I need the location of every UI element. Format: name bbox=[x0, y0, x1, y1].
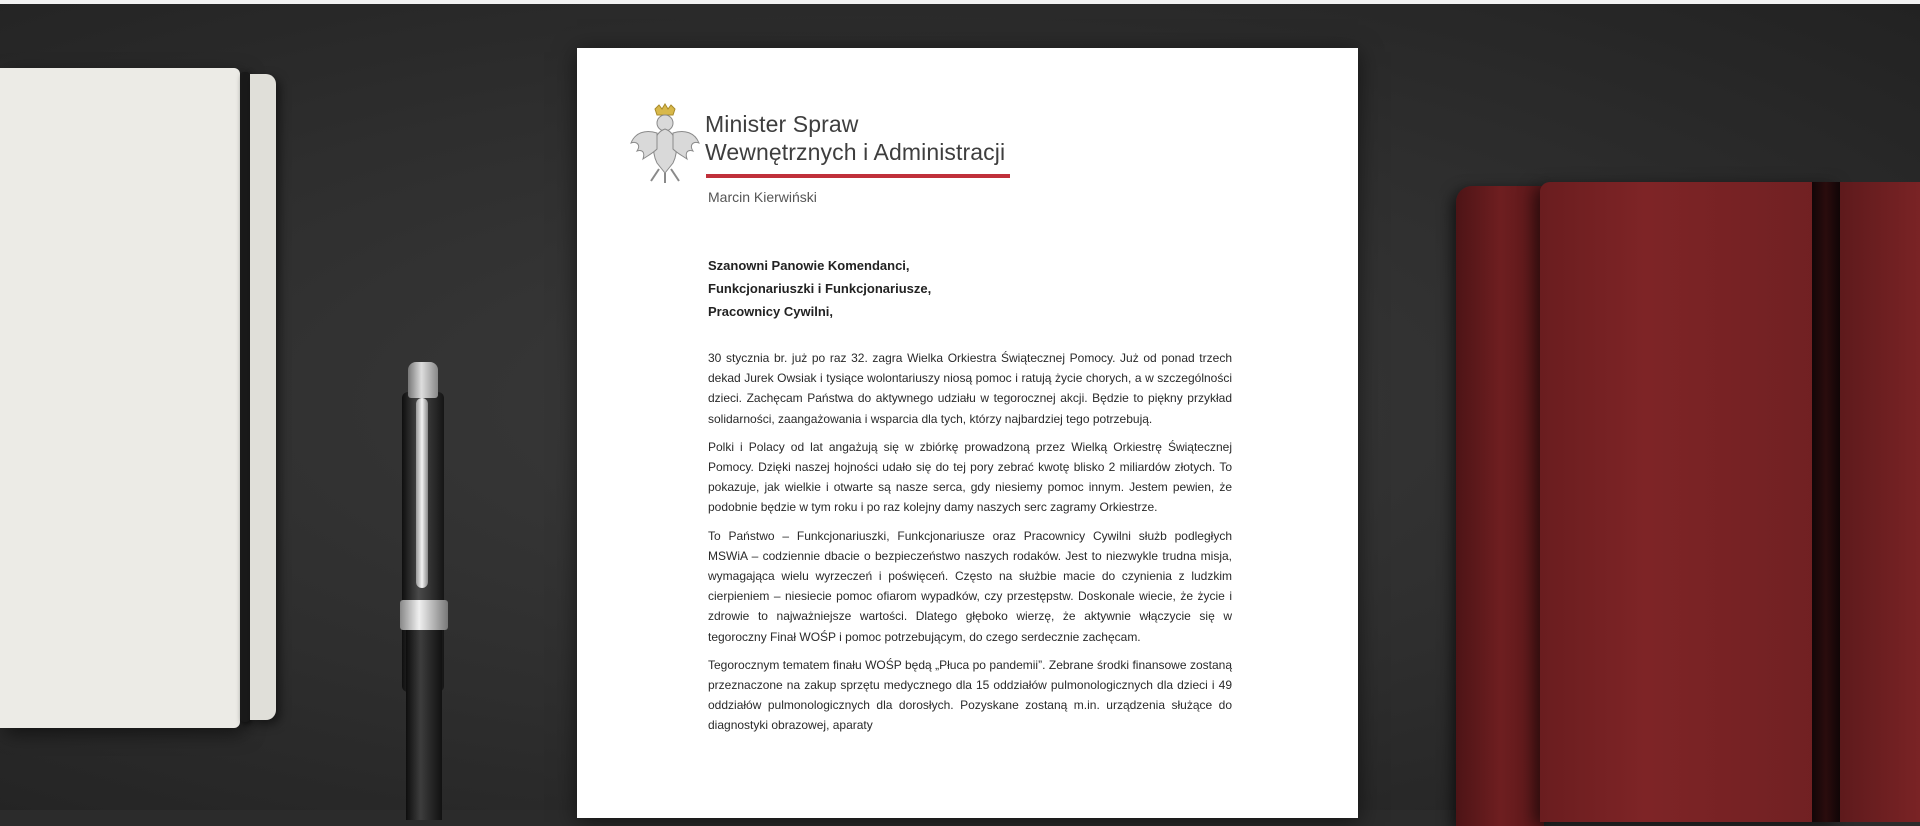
organization-title bbox=[705, 110, 1005, 166]
notebook bbox=[0, 68, 276, 728]
folder-right-edge bbox=[1840, 182, 1920, 822]
salutation-line: Szanowni Panowie Komendanci, bbox=[708, 258, 910, 273]
salutation bbox=[708, 254, 931, 323]
notebook-edge bbox=[250, 74, 276, 720]
polish-eagle-emblem-icon bbox=[629, 103, 701, 185]
header-red-rule bbox=[706, 174, 1010, 178]
notebook-elastic-band bbox=[240, 72, 250, 722]
pen bbox=[400, 362, 448, 812]
organization-title-line2: Wewnętrznych i Administracji bbox=[705, 139, 1006, 165]
notebook-page bbox=[0, 68, 240, 728]
letter-paragraph: Polki i Polacy od lat angażują się w zbiórkę prowadzoną przez Wielką Orkiestrę Świątecznej Pomocy. Dzięki naszej hojności udało się do tej pory zebrać kwotę blisko 2 miliardów złotych. To pokazuje, jak wielkie i otwarte są nasze serca, gdy niesiemy pomoc innym. Jestem pewien, że podobnie będzie w tym roku i po raz kolejny damy naszych serc zagramy Orkiestrze. bbox=[708, 439, 1232, 515]
organization-title-line1: Minister Spraw bbox=[705, 111, 859, 137]
minister-name: Marcin Kierwiński bbox=[708, 189, 817, 205]
top-border bbox=[0, 0, 1920, 4]
folder-front-cover bbox=[1540, 182, 1840, 822]
pen-top bbox=[408, 362, 438, 398]
letter-document bbox=[577, 48, 1358, 818]
folder-band bbox=[1812, 182, 1840, 822]
folder-back-cover bbox=[1456, 186, 1544, 826]
red-folder bbox=[1456, 182, 1920, 822]
letter-paragraph: 30 stycznia br. już po raz 32. zagra Wielka Orkiestra Świątecznej Pomocy. Już od ponad trzech dekad Jurek Owsiak i tysiące wolontariuszy niosą pomoc i ratują życie chorych, a w szczególności dzieci. Zachęcam Państwa do aktywnego udziału w tegorocznej akcji. Będzie to piękny przykład solidarności, zaangażowania i wsparcia dla tych, którzy najbardziej tego potrzebują. bbox=[708, 351, 1232, 426]
pen-body bbox=[406, 630, 442, 820]
letter-paragraph: To Państwo – Funkcjonariuszki, Funkcjonariusze oraz Pracownicy Cywilni służb podległych MSWiA – codziennie dbacie o bezpieczeństwo naszych rodaków. Jest to niezwykle trudna misja, wymagająca wielu wyrzeczeń i poświęceń. Często na służbie macie do czynienia z ludzkim cierpieniem – niesiecie pomoc ofiarom wypadków, czy przestępstw. Doskonale wiecie, że życie i zdrowie to najważniejsze wartości. Dlatego głęboko wierzę, że aktywnie włączycie się w tegoroczny Finał WOŚP i pomoc potrzebującym, do czego serdecznie zachęcam. bbox=[708, 528, 1232, 644]
salutation-line: Funkcjonariuszki i Funkcjonariusze, bbox=[708, 281, 932, 296]
salutation-line: Pracownicy Cywilni, bbox=[708, 304, 833, 319]
letter-paragraph: Tegorocznym tematem finału WOŚP będą „Płuca po pandemii”. Zebrane środki finansowe zostaną przeznaczone na zakup sprzętu medycznego dla 15 oddziałów pulmonologicznych dla dzieci i 49 oddziałów pulmonologicznych dla dorosłych. Pozyskane zostaną m.in. urządzenia służące do diagnostyki obrazowej, aparaty bbox=[708, 657, 1232, 733]
pen-clip bbox=[416, 398, 428, 588]
letter-body bbox=[708, 348, 1232, 744]
pen-ring bbox=[400, 600, 448, 630]
